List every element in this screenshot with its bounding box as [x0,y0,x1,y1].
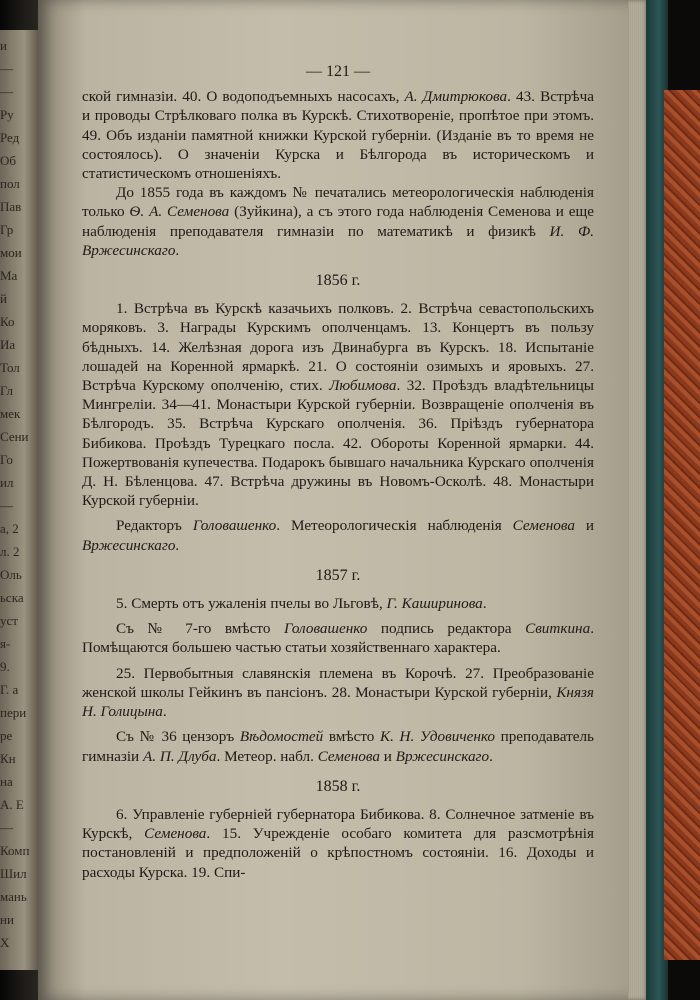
left-page-fragment: Ред [0,130,20,145]
year-heading: 1857 г. [315,566,361,584]
paragraph: 5. Смерть отъ ужаленія пчелы во Льговѣ, Г. Каширинова. [116,595,487,613]
left-page-fragment: Об [0,153,17,168]
page-block-edges [628,0,648,1000]
left-page-fragment: на [0,774,13,789]
left-page-fragment: Сени [0,429,29,444]
left-page-fragment: — [0,84,13,99]
left-page-fragment: ре [0,728,13,743]
page-number: — 121 — [306,63,370,80]
left-page-fragment: А. Е [0,797,24,812]
left-page-fragment: Оль [0,567,22,582]
book-cover-endpaper [664,90,700,960]
left-page-fragment: Шил [0,866,27,881]
left-page-fragment: Тол [0,360,20,375]
paragraph: Редакторъ Головашенко. Метеорологическія наблюденія Семенова и Вржесинскаго. [82,517,594,554]
left-page-fragment: я- [0,636,11,651]
left-page-fragment: Иа [0,337,16,352]
left-page-fragment: Ма [0,268,18,283]
year-heading: 1856 г. [315,272,361,290]
left-page-fragment: Го [0,452,13,467]
left-page-fragment: Кн [0,751,16,766]
left-page-fragment: Г. а [0,682,19,697]
left-page-fragment: — [0,61,13,76]
paragraph: До 1855 года въ каждомъ № печатались метеорологическія наблюденія только Ѳ. А. Семенова (Зуйкина), а съ этого года наблюденія Семенова и еще наблюденія преподавателя гимназіи по математикѣ и физикѣ И. Ф. Вржесинскаго. [82,184,594,259]
paragraph: Съ № 7-го вмѣсто Головашенко подпись редактора Свиткина. Помѣщаются большею частью статьи хозяйственнаго характера. [82,620,594,657]
left-page-fragment: ил [0,475,14,490]
paragraph: ской гимназіи. 40. О водоподъемныхъ насосахъ, А. Дмитрюкова. 43. Встрѣча и проводы Стрѣлковаго полка въ Курскѣ. Стихотвореніе, пропѣтое при этомъ. 49. Объ изданіи памятной книжки Курской губерніи. (Изданіе въ то время не состоялось). О значеніи Курска и Бѣлгорода въ историческомъ и статистическомъ отношеніяхъ. [82,88,594,183]
left-page-fragment: — [0,498,13,513]
paragraph: Съ № 36 цензоръ Вѣдомостей вмѣсто К. Н. Удовиченко преподаватель гимназіи А. П. Длуба. Метеор. набл. Семенова и Вржесинскаго. [82,728,594,765]
left-page-fragment: Пав [0,199,22,214]
left-page-fragment: Ко [0,314,15,329]
left-page-fragment: мои [0,245,22,260]
book-page [38,0,640,1000]
left-page-edge [0,30,40,970]
left-page-fragment: и [0,38,7,53]
left-page-fragment: мек [0,406,21,421]
left-page-fragment: Гл [0,383,14,398]
left-page-fragment: пери [0,705,27,720]
left-page-fragment: пол [0,176,20,191]
page-content [82,62,594,882]
left-page-fragment: уст [0,613,18,628]
left-page-fragment: мань [0,889,27,904]
left-page-fragment: а, 2 [0,521,19,536]
left-page-fragment: Х [0,935,10,950]
left-page-fragment: ни [0,912,14,927]
left-page-fragment: Ру [0,107,14,122]
paragraph: 1. Встрѣча въ Курскѣ казачьихъ полковъ. 2. Встрѣча севастопольскихъ моряковъ. 3. Награды Курскимъ ополченцамъ. 13. Концертъ въ пользу бѣдныхъ. 14. Желѣзная дорога изъ Двинабурга въ Курскъ. 18. Испытаніе лошадей на Коренной ярмаркѣ. 21. О состояніи озимыхъ и яровыхъ. 27. Встрѣча Курскому ополченію, стих. Любимова. 32. Проѣздъ владѣтельницы Мингреліи. 34—41. Монастыри Курской губерніи. Возвращеніе ополченія въ Бѣлгородъ. 35. Встрѣча Курскаго ополченія. 36. Пріѣздъ губернатора Бибикова. Проѣздъ Турецкаго посла. 42. Обороты Коренной ярмарки. 44. Пожертвованія купечества. Подарокъ бывшаго начальника Курскаго ополченія Д. Н. Бѣленцова. 47. Встрѣча дружины въ Новомъ-Осколѣ. 48. Монастыри Курской губерніи. [82,300,594,510]
left-page-fragment: л. 2 [0,544,20,559]
left-page-fragment: — [0,820,13,835]
left-page-fragment: й [0,291,7,306]
left-page-fragment: Гр [0,222,14,237]
year-heading: 1858 г. [315,777,361,795]
left-page-fragment: 9. [0,659,10,674]
left-page-fragment: Комп [0,843,30,858]
paragraph: 25. Первобытныя славянскія племена въ Корочѣ. 27. Преобразованіе женской школы Гейкинъ въ пансіонъ. 28. Монастыри Курской губерніи, Князя Н. Голицына. [82,664,594,721]
paragraph: 6. Управленіе губерніей губернатора Бибикова. 8. Солнечное затменіе въ Курскѣ, Семенова. 15. Учрежденіе особаго комитета для разсмотрѣнія постановленій и предположеній о крѣпостномъ состояніи. 16. Доходы и расходы Курска. 19. Спи- [82,805,595,881]
left-page-fragment: ьска [0,590,24,605]
